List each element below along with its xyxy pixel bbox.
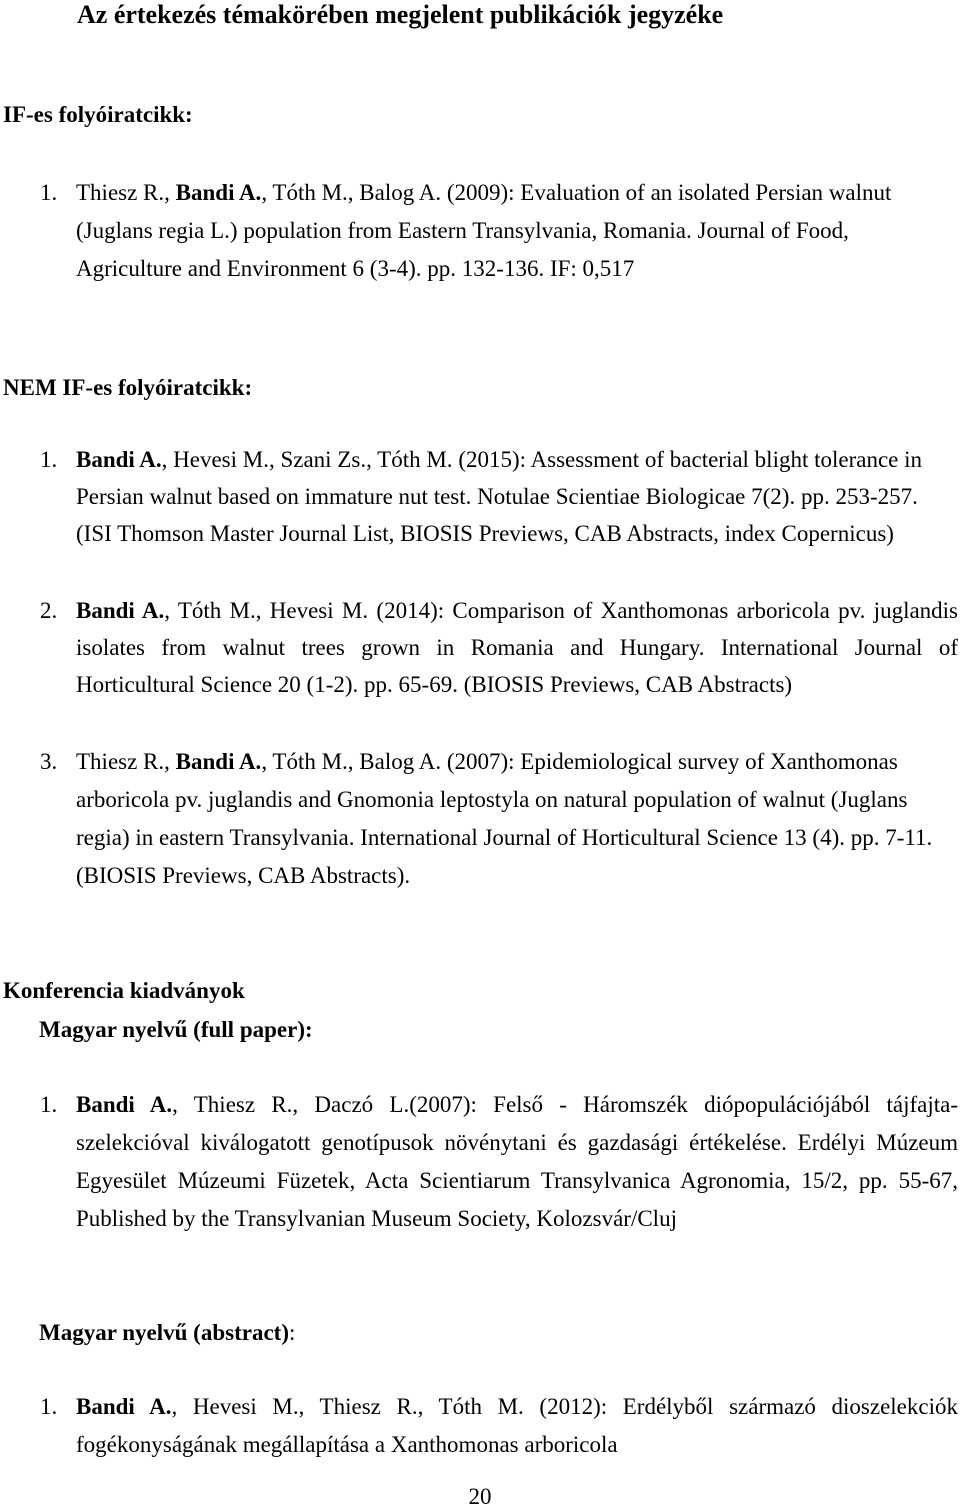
entry-text xyxy=(76,743,958,895)
entry-authors: Thiesz R., xyxy=(76,180,176,205)
entry-number: 1. xyxy=(40,1394,58,1419)
entry-authors: Thiesz R., xyxy=(76,749,176,774)
publication-entry xyxy=(40,441,958,552)
entry-authors: , Hevesi M., Thiesz R., Tóth M. xyxy=(171,1394,540,1419)
entry-text xyxy=(76,592,958,703)
subsection-heading-abstract-label: Magyar nyelvű (abstract) xyxy=(39,1320,289,1345)
section-heading-if-journal: IF-es folyóiratcikk: xyxy=(3,102,193,127)
entry-number: 1. xyxy=(40,180,58,205)
publication-entry xyxy=(40,592,958,703)
subsection-heading-full-paper: Magyar nyelvű (full paper): xyxy=(39,1017,313,1042)
entry-authors: , Hevesi M., Szani Zs., Tóth M. xyxy=(161,447,459,472)
entry-author-highlight: Bandi A. xyxy=(76,598,165,623)
entry-number: 1. xyxy=(40,1092,58,1117)
publication-entry xyxy=(40,1388,958,1464)
entry-citation: (2009): Evaluation of an isolated Persian walnut (Juglans regia L.) population from Eastern Transylvania, Romania. Journal of Food, Agriculture and Environment 6 (3-4). pp. 132-136. IF: 0,517 xyxy=(76,180,892,281)
entry-authors: , Tóth M., Balog A. xyxy=(261,180,447,205)
entry-author-highlight: Bandi A. xyxy=(175,180,262,205)
entry-citation: (2007): Felső - Háromszék diópopulációjából tájfajta- szelekcióval kiválogatott genotípusok növénytani és gazdasági értékelése. Erdélyi Múzeum Egyesület Múzeumi Füzetek, Acta Scientiarum Transylvanica Agronomia, 15/2, pp. 55-67, Published by the Transylvanian Museum Society, Kolozsvár/Cluj xyxy=(76,1092,958,1231)
section-heading-non-if-journal: NEM IF-es folyóiratcikk: xyxy=(3,375,253,400)
entry-citation: (2012): Erdélyből származó dioszelekciók fogékonyságának megállapítása a Xanthomonas arboricola xyxy=(76,1394,958,1457)
entry-text xyxy=(76,441,958,552)
entry-text xyxy=(76,174,958,288)
entry-author-highlight: Bandi A. xyxy=(76,1394,172,1419)
entry-citation: (2014): Comparison of Xanthomonas arboricola pv. juglandis isolates from walnut trees grown in Romania and Hungary. International Journal of Horticultural Science 20 (1-2). pp. 65-69. (BIOSIS Previews, CAB Abstracts) xyxy=(76,598,959,697)
entry-author-highlight: Bandi A. xyxy=(76,447,162,472)
page-number: 20 xyxy=(468,1484,492,1509)
entry-number: 1. xyxy=(40,447,58,472)
publication-entry xyxy=(40,1086,958,1238)
entry-authors: , Tóth M., Balog A. xyxy=(261,749,447,774)
entry-number: 3. xyxy=(40,749,58,774)
entry-text xyxy=(76,1388,958,1464)
entry-text xyxy=(76,1086,958,1238)
entry-authors: , Thiesz R., Daczó L. xyxy=(172,1092,410,1117)
entry-number: 2. xyxy=(40,598,58,623)
entry-citation: (2007): Epidemiological survey of Xanthomonas arboricola pv. juglandis and Gnomonia leptostyla on natural population of walnut (Juglans regia) in eastern Transylvania. International Journal of Horticultural Science 13 (4). pp. 7-11. (BIOSIS Previews, CAB Abstracts). xyxy=(76,749,933,888)
publication-entry xyxy=(40,743,958,895)
subsection-heading-abstract xyxy=(39,1318,295,1348)
section-heading-conference: Konferencia kiadványok xyxy=(3,978,245,1003)
document-title: Az értekezés témakörében megjelent publikációk jegyzéke xyxy=(77,0,724,29)
publication-entry xyxy=(40,174,958,288)
entry-author-highlight: Bandi A. xyxy=(175,749,262,774)
entry-author-highlight: Bandi A. xyxy=(76,1092,173,1117)
entry-authors: , Tóth M., Hevesi M. xyxy=(164,598,377,623)
entry-citation: (2015): Assessment of bacterial blight tolerance in Persian walnut based on immature nut test. Notulae Scientiae Biologicae 7(2). pp. 253-257. (ISI Thomson Master Journal List, BIOSIS Previews, CAB Abstracts, index Copernicus) xyxy=(76,447,923,546)
subsection-heading-abstract-suffix: : xyxy=(288,1320,296,1345)
